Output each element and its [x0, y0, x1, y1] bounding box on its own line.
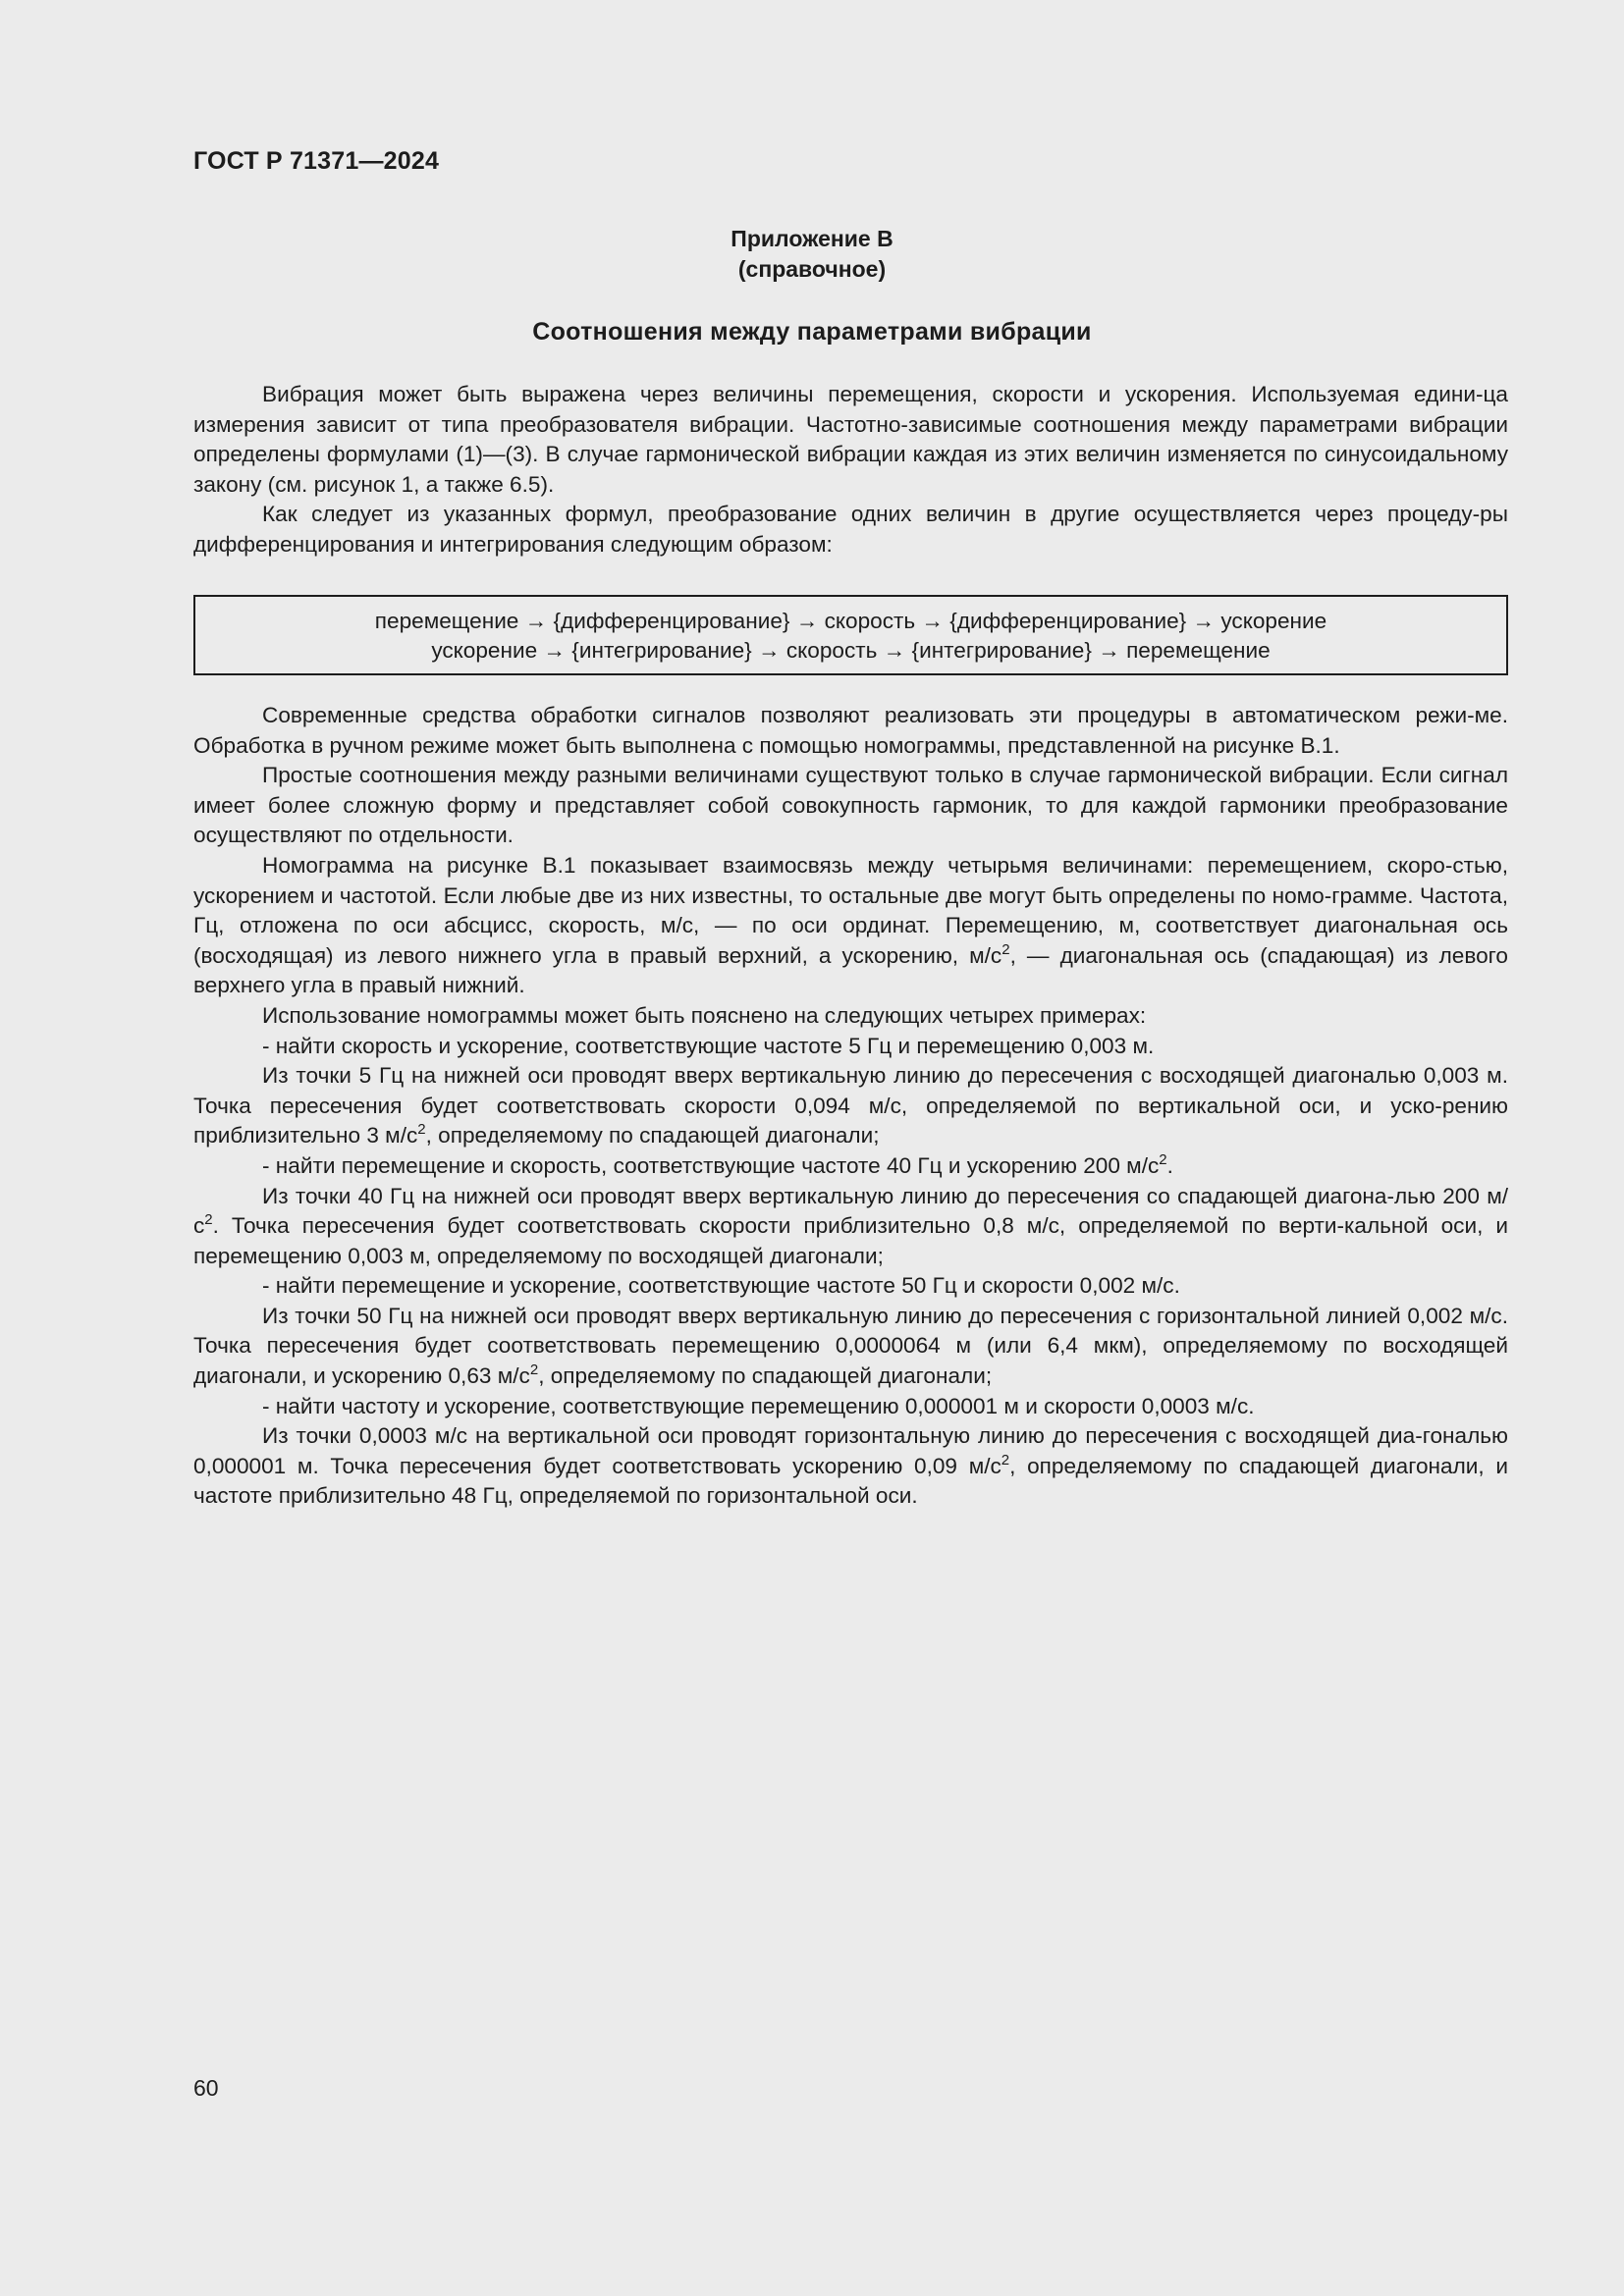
intro-text — [193, 380, 1508, 561]
example-task: - найти перемещение и ускорение, соответствующие частоте 50 Гц и скорости 0,002 м/с. — [262, 1273, 1180, 1299]
superscript: 2 — [417, 1121, 426, 1139]
text-run: , — диагональная ось (спадающая) из левого верхнего угла в правый нижний. — [193, 942, 1508, 998]
paragraph — [193, 1421, 1508, 1512]
paragraph: Современные средства обработки сигналов позволяют реализовать эти процедуры в автоматическом режи-ме. Обработка в ручном режиме может быть выполнена с помощью номограммы, представленной на рисунке В.1. — [193, 703, 1508, 758]
text-run: - найти перемещение и скорость, соответствующие частоте 40 Гц и ускорению 200 м/с — [262, 1152, 1160, 1178]
paragraph — [193, 1061, 1508, 1151]
text-run: . — [1166, 1152, 1173, 1178]
text-run: Из точки 50 Гц на нижней оси проводят вверх вертикальную линию до пересечения с горизонтальной линией 0,002 м/с. Точка пересечения будет соответствовать перемещению 0,0000064 м (или 6,4 мкм), определяемому по восходящей диагонали, и ускорению 0,63 м/с — [193, 1303, 1508, 1389]
annex-title: Приложение В — [731, 226, 893, 251]
superscript: 2 — [1159, 1150, 1167, 1168]
page-number: 60 — [193, 2075, 219, 2101]
differentiation-chain: перемещение → {дифференцирование} → скорость → {дифференцирование} → ускорение — [374, 609, 1327, 633]
superscript: 2 — [204, 1211, 213, 1229]
paragraph: Вибрация может быть выражена через величины перемещения, скорости и ускорения. Используемая едини-ца измерения зависит от типа преобразователя вибрации. Частотно-зависимые соотношения между параметрами вибрации определены формулами (1)—(3). В случае гармонической вибрации каждая из этих величин изменяется по синусоидальному закону (см. рисунок 1, а также 6.5). — [193, 382, 1508, 497]
example-task — [193, 1151, 1508, 1182]
paragraph — [193, 1302, 1508, 1392]
paragraph — [193, 1182, 1508, 1272]
text-run: Номограмма на рисунке В.1 показывает взаимосвязь между четырьмя величинами: перемещением, скоро-стью, ускорением и частотой. Если любые две из них известны, то остальные две могут быть определены по номо-грамме. Частота, Гц, отложена по оси абсцисс, скорость, м/с, — по оси ординат. Перемещению, м, соответствует диагональная ось (восходящая) из левого нижнего угла в правый верхний, а ускорению, м/с — [193, 852, 1508, 968]
annex-type: (справочное) — [737, 256, 887, 282]
paragraph: Простые соотношения между разными величинами существуют только в случае гармонической вибрации. Если сигнал имеет более сложную форму и представляет собой совокупность гармоник, то для каждой гармоники преобразование осуществляют по отдельности. — [193, 763, 1508, 848]
text-run: , определяемому по спадающей диагонали, и частоте приблизительно 48 Гц, определяемой по горизонтальной оси. — [193, 1453, 1508, 1509]
paragraph: Использование номограммы может быть пояснено на следующих четырех примерах: — [262, 1002, 1147, 1028]
main-text — [193, 701, 1508, 1512]
text-run: , определяемому по спадающей диагонали; — [538, 1363, 993, 1389]
paragraph — [193, 851, 1508, 1001]
conversion-scheme-box — [193, 595, 1508, 675]
example-task: - найти скорость и ускорение, соответствующие частоте 5 Гц и перемещению 0,003 м. — [262, 1033, 1155, 1058]
text-run: Из точки 40 Гц на нижней оси проводят вверх вертикальную линию до пересечения со спадающей диагона-лью 200 м/с — [193, 1183, 1508, 1239]
text-run: , определяемому по спадающей диагонали; — [425, 1123, 880, 1148]
text-run: . Точка пересечения будет соответствовать скорости приблизительно 0,8 м/с, определяемой по верти-кальной оси, и перемещению 0,003 м, определяемому по восходящей диагонали; — [193, 1213, 1508, 1268]
paragraph: Как следует из указанных формул, преобразование одних величин в другие осуществляется через процеду-ры дифференцирования и интегрирования следующим образом: — [193, 502, 1508, 557]
document-code: ГОСТ Р 71371—2024 — [193, 147, 440, 175]
superscript: 2 — [1001, 1451, 1010, 1468]
example-task: - найти частоту и ускорение, соответствующие перемещению 0,000001 м и скорости 0,0003 м/с. — [262, 1393, 1255, 1418]
superscript: 2 — [529, 1362, 539, 1379]
text-run: Из точки 5 Гц на нижней оси проводят вверх вертикальную линию до пересечения с восходящей диагональю 0,003 м. Точка пересечения будет соответствовать скорости 0,094 м/с, определяемой по вертикальной оси, и уско-рению приблизительно 3 м/с — [193, 1063, 1508, 1148]
text-run: Из точки 0,0003 м/с на вертикальной оси проводят горизонтальную линию до пересечения с восходящей диа-гональю 0,000001 м. Точка пересечения будет соответствовать ускорению 0,09 м/с — [193, 1423, 1508, 1478]
section-title: Соотношения между параметрами вибрации — [532, 318, 1092, 346]
superscript: 2 — [1001, 940, 1010, 958]
integration-chain: ускорение → {интегрирование} → скорость → {интегрирование} → перемещение — [431, 638, 1271, 663]
